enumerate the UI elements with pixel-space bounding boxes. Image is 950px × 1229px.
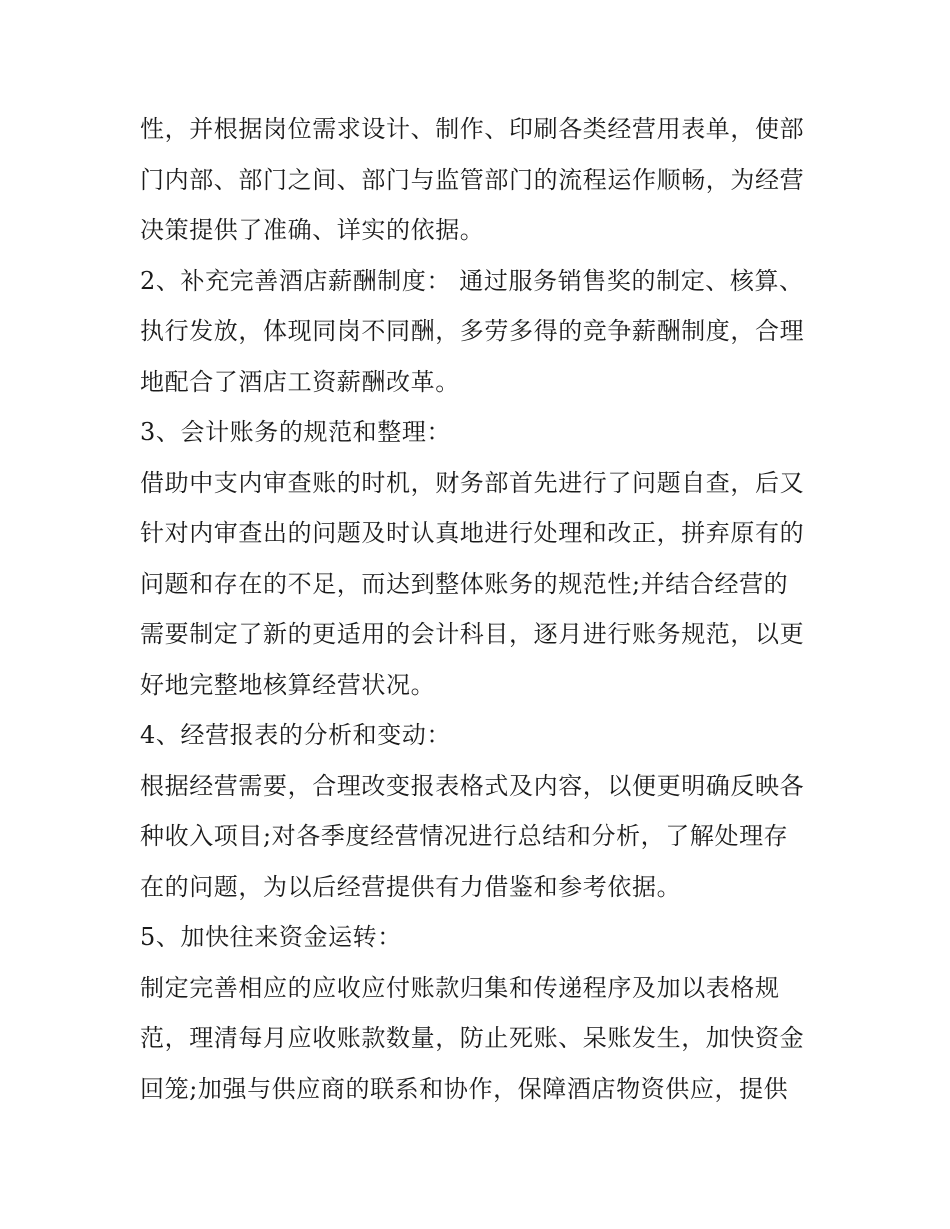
text-line: 门内部、部门之间、部门与监管部门的流程运作顺畅，为经营 — [140, 165, 805, 194]
text-line: 针对内审查出的问题及时认真地进行处理和改正，拼弃原有的 — [140, 519, 805, 547]
section-heading-5: 5、加快往来资金运转： — [140, 923, 402, 951]
document-body — [140, 104, 830, 1114]
section-heading-3: 3、会计账务的规范和整理： — [140, 418, 452, 446]
text-line: 回笼;加强与供应商的联系和协作，保障酒店物资供应，提供 — [140, 1074, 789, 1103]
text-line: 借助中支内审查账的时机，财务部首先进行了问题自查，后又 — [140, 468, 805, 497]
text-line: 性，并根据岗位需求设计、制作、印刷各类经营用表单，使部 — [140, 115, 805, 143]
text-line: 执行发放，体现同岗不同酬，多劳多得的竞争薪酬制度，合理 — [140, 317, 805, 345]
section-heading-4: 4、经营报表的分析和变动： — [140, 721, 452, 749]
text-line: 根据经营需要，合理改变报表格式及内容，以便更明确反映各 — [140, 771, 805, 800]
text-line: 地配合了酒店工资薪酬改革。 — [140, 367, 460, 396]
text-line: 种收入项目;对各季度经营情况进行总结和分析，了解处理存 — [140, 822, 789, 850]
text-line: 好地完整地核算经营状况。 — [140, 670, 436, 699]
text-line: 范，理清每月应收账款数量，防止死账、呆账发生，加快资金 — [140, 1024, 805, 1052]
text-line: 制定完善相应的应收应付账款归集和传递程序及加以表格规 — [140, 973, 780, 1002]
text-line: 问题和存在的不足，而达到整体账务的规范性;并结合经营的 — [140, 569, 789, 598]
text-line: 在的问题，为以后经营提供有力借鉴和参考依据。 — [140, 872, 682, 901]
text-line: 决策提供了准确、详实的依据。 — [140, 216, 485, 244]
section-heading-2: 2、补充完善酒店薪酬制度： 通过服务销售奖的制定、核算、 — [140, 266, 804, 295]
text-line: 需要制定了新的更适用的会计科目，逐月进行账务规范，以更 — [140, 620, 805, 648]
